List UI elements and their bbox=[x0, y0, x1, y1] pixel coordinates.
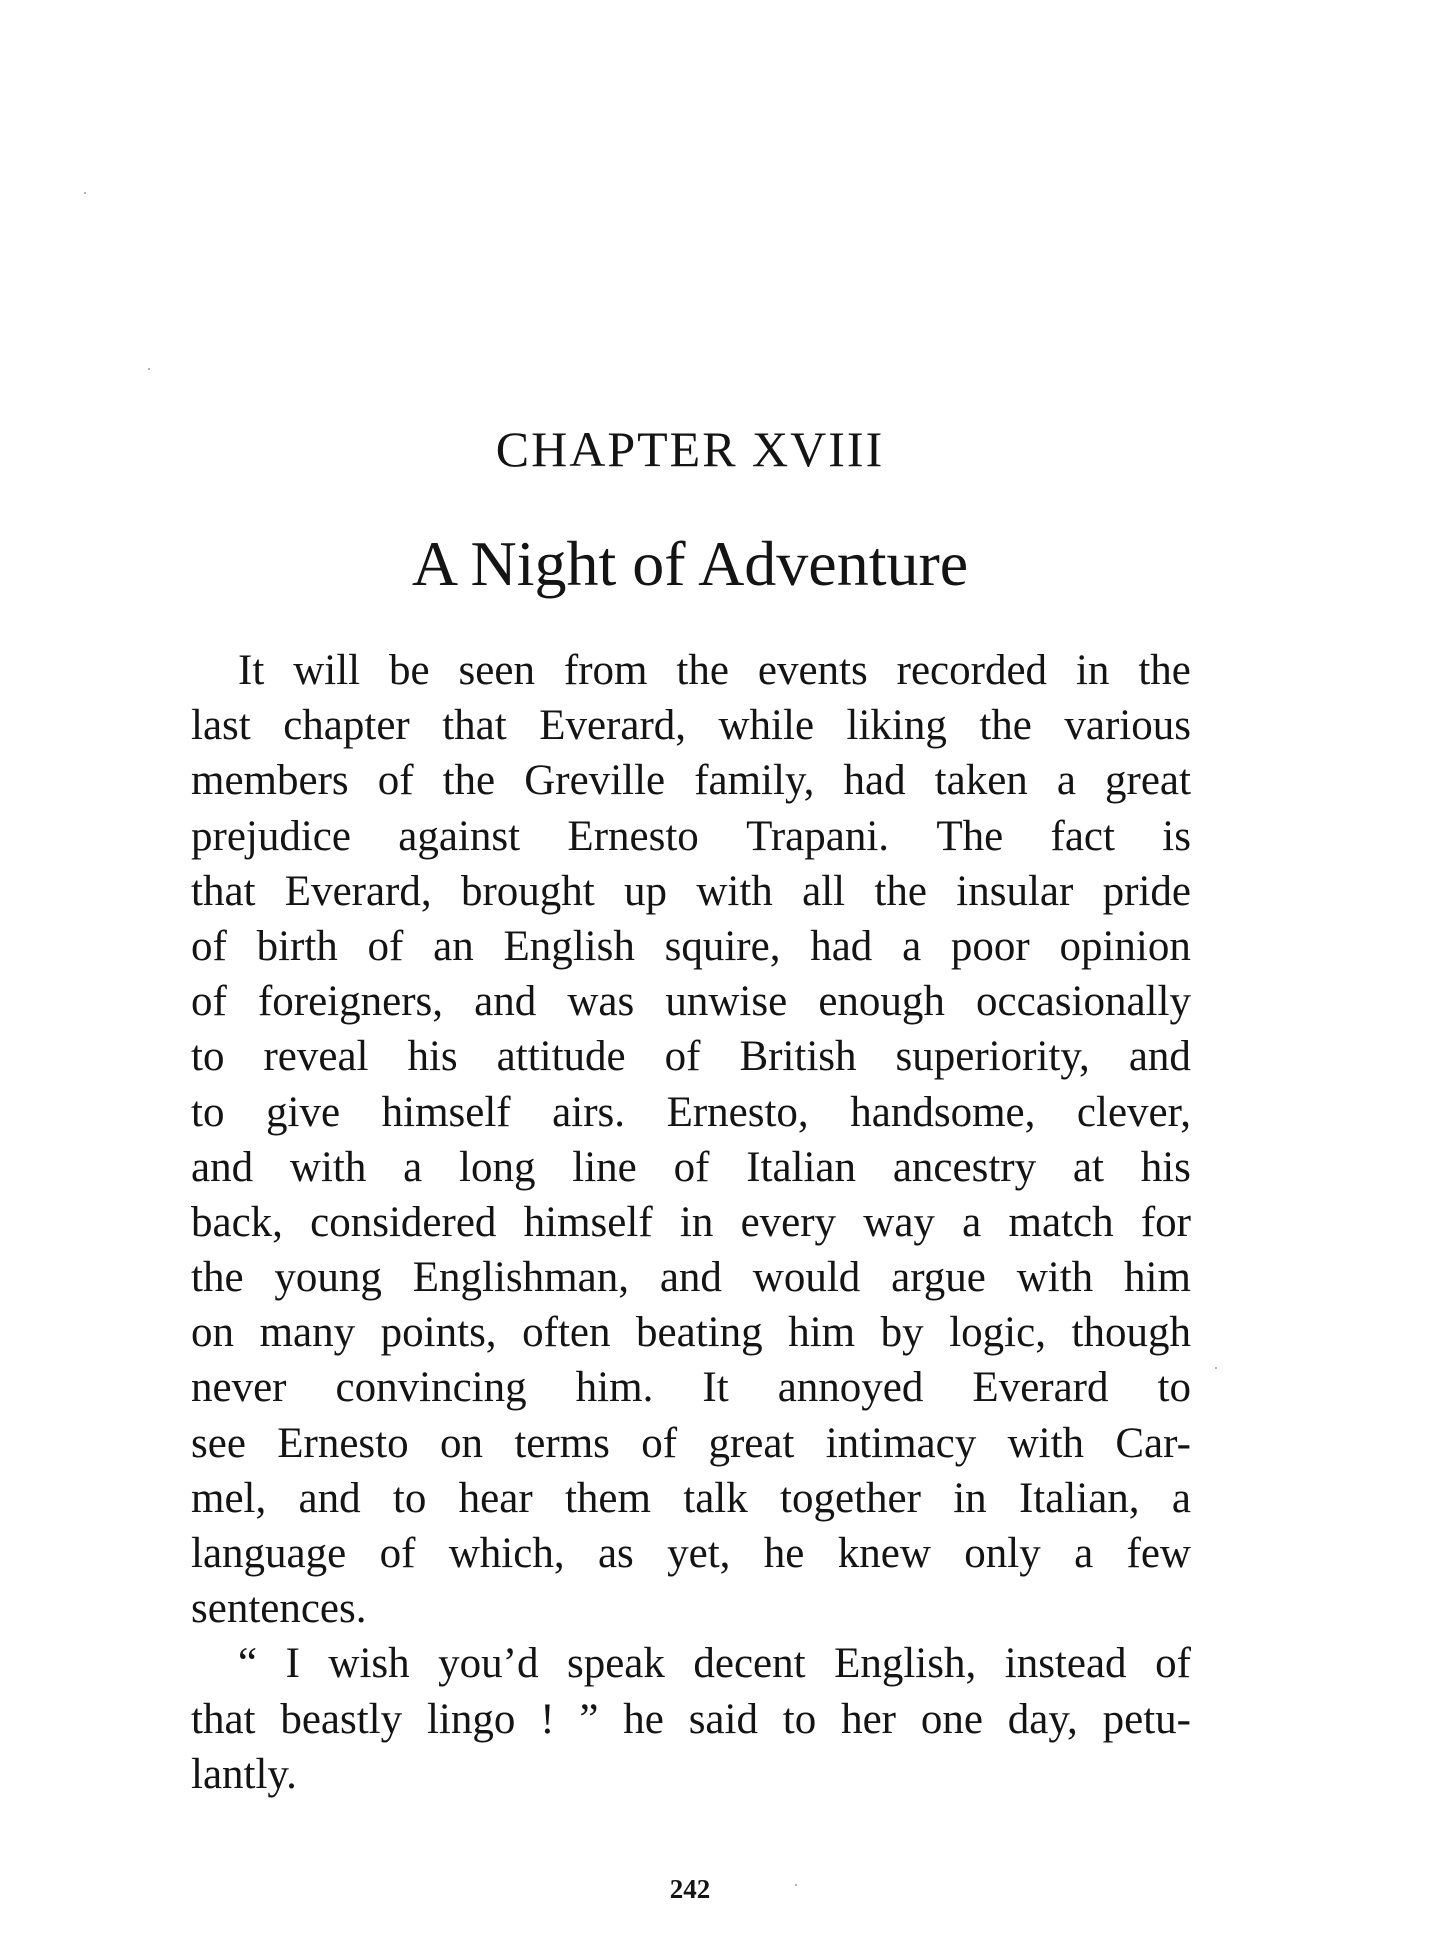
word: beating bbox=[636, 1309, 763, 1357]
word: of bbox=[377, 757, 414, 805]
text-line bbox=[191, 974, 1191, 1029]
word: with bbox=[1007, 1419, 1085, 1467]
word: a bbox=[403, 1143, 423, 1191]
word: the bbox=[1138, 647, 1191, 694]
word: with bbox=[696, 867, 773, 915]
word: from bbox=[563, 647, 648, 694]
word: for bbox=[1140, 1198, 1191, 1246]
word: annoyed bbox=[777, 1364, 924, 1412]
word: and bbox=[474, 978, 537, 1026]
word: would bbox=[752, 1254, 861, 1302]
word: English bbox=[503, 922, 635, 970]
word: match bbox=[1008, 1198, 1114, 1246]
word: never bbox=[191, 1364, 287, 1412]
word: against bbox=[398, 812, 521, 860]
text-line bbox=[191, 698, 1191, 753]
word: handsome, bbox=[850, 1088, 1036, 1136]
word: the bbox=[442, 757, 496, 805]
word: speak bbox=[566, 1640, 665, 1688]
body-text bbox=[191, 643, 1191, 1802]
word: British bbox=[739, 1033, 857, 1081]
word: them bbox=[564, 1474, 651, 1522]
word: Trapani. bbox=[746, 812, 890, 860]
word: way bbox=[863, 1198, 935, 1246]
word: together bbox=[780, 1474, 921, 1522]
word: opinion bbox=[1059, 922, 1191, 970]
word: logic, bbox=[949, 1309, 1046, 1357]
word: and bbox=[298, 1474, 361, 1522]
text-line bbox=[191, 1692, 1191, 1747]
word: her bbox=[841, 1695, 896, 1743]
page-number: 242 bbox=[669, 1874, 711, 1904]
word: back, bbox=[191, 1198, 283, 1246]
word: attitude bbox=[496, 1033, 626, 1081]
word: was bbox=[567, 978, 635, 1026]
word: of bbox=[641, 1419, 678, 1467]
word: had bbox=[810, 922, 873, 970]
word: of bbox=[367, 922, 404, 970]
word: beastly bbox=[280, 1695, 403, 1743]
word: Ernesto, bbox=[666, 1088, 809, 1136]
word: line bbox=[572, 1143, 637, 1191]
word: Car- bbox=[1115, 1419, 1191, 1467]
word: to bbox=[392, 1474, 427, 1522]
word: himself bbox=[381, 1088, 511, 1136]
word: of bbox=[673, 1143, 710, 1191]
word: knew bbox=[837, 1530, 931, 1577]
word: points, bbox=[380, 1309, 497, 1357]
word: few bbox=[1126, 1530, 1191, 1577]
text-line bbox=[191, 1250, 1191, 1305]
word: Italian, bbox=[1018, 1474, 1140, 1522]
word: that bbox=[191, 1695, 256, 1743]
word: argue bbox=[891, 1254, 986, 1302]
word: of bbox=[1155, 1640, 1191, 1688]
text-line bbox=[191, 1747, 1191, 1802]
word: him bbox=[1124, 1254, 1191, 1302]
word: intimacy bbox=[825, 1419, 977, 1467]
text-line bbox=[191, 1195, 1191, 1250]
word: the bbox=[191, 1254, 244, 1302]
word: occasionally bbox=[976, 978, 1191, 1026]
word: which, bbox=[448, 1530, 565, 1577]
word: only bbox=[964, 1530, 1041, 1577]
word: great bbox=[1105, 757, 1191, 805]
word: will bbox=[293, 647, 361, 694]
word: recorded bbox=[896, 647, 1048, 694]
word: give bbox=[266, 1088, 341, 1136]
word: Everard, bbox=[284, 867, 432, 915]
word: he bbox=[623, 1695, 664, 1743]
word: in bbox=[1075, 647, 1110, 694]
word: of bbox=[191, 978, 227, 1026]
word: though bbox=[1071, 1309, 1191, 1357]
word: airs. bbox=[552, 1088, 626, 1136]
word: to bbox=[191, 1033, 225, 1081]
word: “ bbox=[238, 1640, 258, 1688]
word: petu- bbox=[1102, 1695, 1191, 1743]
word: liking bbox=[846, 702, 947, 750]
word: be bbox=[389, 647, 430, 694]
word: of bbox=[379, 1530, 416, 1577]
word: insular bbox=[956, 867, 1074, 915]
text-line bbox=[191, 1085, 1191, 1140]
word: and bbox=[1128, 1033, 1191, 1081]
word: in bbox=[953, 1474, 987, 1522]
word: ancestry bbox=[892, 1143, 1037, 1191]
word: every bbox=[740, 1198, 837, 1246]
scan-speck bbox=[84, 192, 86, 194]
word: taken bbox=[934, 757, 1028, 805]
text-line bbox=[191, 1140, 1191, 1195]
word: The bbox=[936, 812, 1004, 860]
word: with bbox=[1016, 1254, 1094, 1302]
word: to bbox=[191, 1088, 225, 1136]
word: It bbox=[702, 1364, 729, 1412]
word: himself bbox=[523, 1198, 653, 1246]
word: Greville bbox=[524, 757, 666, 805]
word: superiority, bbox=[895, 1033, 1090, 1081]
chapter-title: A Night of Adventure bbox=[411, 528, 969, 599]
text-line bbox=[191, 1305, 1191, 1360]
scan-speck bbox=[1215, 1367, 1217, 1369]
word: a bbox=[1056, 757, 1076, 805]
text-line bbox=[191, 1416, 1191, 1471]
word: brought bbox=[460, 867, 595, 915]
text-line bbox=[191, 643, 1191, 698]
word: of bbox=[191, 922, 227, 970]
text-line bbox=[191, 1029, 1191, 1084]
word: lingo bbox=[426, 1695, 516, 1743]
word: the bbox=[874, 867, 927, 915]
word: chapter bbox=[283, 702, 410, 750]
scan-speck bbox=[148, 368, 150, 370]
word: considered bbox=[310, 1198, 497, 1246]
word: on bbox=[439, 1419, 483, 1467]
word: seen bbox=[458, 647, 535, 694]
word: in bbox=[679, 1198, 714, 1246]
word: and bbox=[659, 1254, 722, 1302]
word: see bbox=[191, 1419, 246, 1467]
word: long bbox=[459, 1143, 536, 1191]
word: Ernesto bbox=[567, 812, 699, 860]
word: fact bbox=[1050, 812, 1115, 860]
line-text: lantly. bbox=[191, 1750, 297, 1798]
word: is bbox=[1162, 812, 1191, 860]
word: one bbox=[920, 1695, 983, 1743]
word: all bbox=[802, 867, 846, 915]
word: terms bbox=[514, 1419, 610, 1467]
word: by bbox=[880, 1309, 924, 1357]
word: ” bbox=[579, 1695, 599, 1743]
word: poor bbox=[950, 922, 1030, 970]
word: that bbox=[191, 867, 256, 915]
word: an bbox=[433, 922, 474, 970]
word: yet, bbox=[667, 1530, 731, 1577]
chapter-number: CHAPTER XVIII bbox=[495, 421, 885, 477]
word: that bbox=[442, 702, 507, 750]
text-line bbox=[191, 919, 1191, 974]
word: Englishman, bbox=[412, 1254, 629, 1302]
word: pride bbox=[1102, 867, 1191, 915]
text-line bbox=[191, 809, 1191, 864]
word: prejudice bbox=[191, 812, 351, 860]
word: members bbox=[191, 757, 349, 805]
word: English, bbox=[834, 1640, 977, 1688]
text-line bbox=[191, 1526, 1191, 1581]
word: It bbox=[238, 647, 265, 694]
word: decent bbox=[693, 1640, 806, 1688]
word: instead bbox=[1004, 1640, 1127, 1688]
word: events bbox=[757, 647, 868, 694]
word: up bbox=[624, 867, 668, 915]
word: ! bbox=[540, 1695, 555, 1743]
word: had bbox=[843, 757, 906, 805]
word: while bbox=[718, 702, 815, 750]
word: a bbox=[1171, 1474, 1191, 1522]
word: Everard bbox=[972, 1364, 1109, 1412]
word: mel, bbox=[191, 1474, 267, 1522]
word: Ernesto bbox=[277, 1419, 409, 1467]
word: said bbox=[688, 1695, 758, 1743]
word: unwise bbox=[665, 978, 788, 1026]
word: Everard, bbox=[539, 702, 687, 750]
word: day, bbox=[1007, 1695, 1078, 1743]
word: enough bbox=[818, 978, 945, 1026]
word: he bbox=[763, 1530, 805, 1577]
word: the bbox=[979, 702, 1032, 750]
text-line bbox=[191, 1636, 1191, 1691]
word: many bbox=[259, 1309, 356, 1357]
word: wish bbox=[328, 1640, 410, 1688]
word: talk bbox=[683, 1474, 748, 1522]
text-line bbox=[191, 864, 1191, 919]
word: a bbox=[1074, 1530, 1094, 1577]
word: convincing bbox=[335, 1364, 527, 1412]
word: his bbox=[1140, 1143, 1191, 1191]
word: often bbox=[522, 1309, 611, 1357]
word: great bbox=[708, 1419, 795, 1467]
word: reveal bbox=[263, 1033, 369, 1081]
word: young bbox=[274, 1254, 382, 1302]
text-line bbox=[191, 1360, 1191, 1415]
word: to bbox=[1157, 1364, 1191, 1412]
word: and bbox=[191, 1143, 254, 1191]
line-text: sentences. bbox=[191, 1585, 367, 1633]
word: family, bbox=[694, 757, 815, 805]
word: as bbox=[597, 1530, 634, 1577]
scan-speck bbox=[795, 1884, 797, 1886]
text-line bbox=[191, 1471, 1191, 1526]
word: to bbox=[782, 1695, 817, 1743]
word: a bbox=[902, 922, 922, 970]
word: squire, bbox=[664, 922, 781, 970]
word: you’d bbox=[438, 1640, 539, 1688]
word: at bbox=[1072, 1143, 1104, 1191]
word: of bbox=[664, 1033, 701, 1081]
word: hear bbox=[458, 1474, 533, 1522]
word: foreigners, bbox=[257, 978, 444, 1026]
word: I bbox=[285, 1640, 300, 1688]
text-line bbox=[191, 1581, 1191, 1636]
word: him. bbox=[575, 1364, 654, 1412]
word: him bbox=[788, 1309, 856, 1357]
word: last bbox=[191, 702, 251, 750]
word: Italian bbox=[746, 1143, 857, 1191]
text-line bbox=[191, 753, 1191, 808]
word: various bbox=[1064, 702, 1191, 750]
word: with bbox=[289, 1143, 367, 1191]
word: a bbox=[962, 1198, 982, 1246]
word: the bbox=[676, 647, 729, 694]
word: on bbox=[191, 1309, 234, 1357]
word: birth bbox=[256, 922, 338, 970]
word: language bbox=[191, 1530, 347, 1577]
word: clever, bbox=[1076, 1088, 1191, 1136]
word: his bbox=[407, 1033, 458, 1081]
